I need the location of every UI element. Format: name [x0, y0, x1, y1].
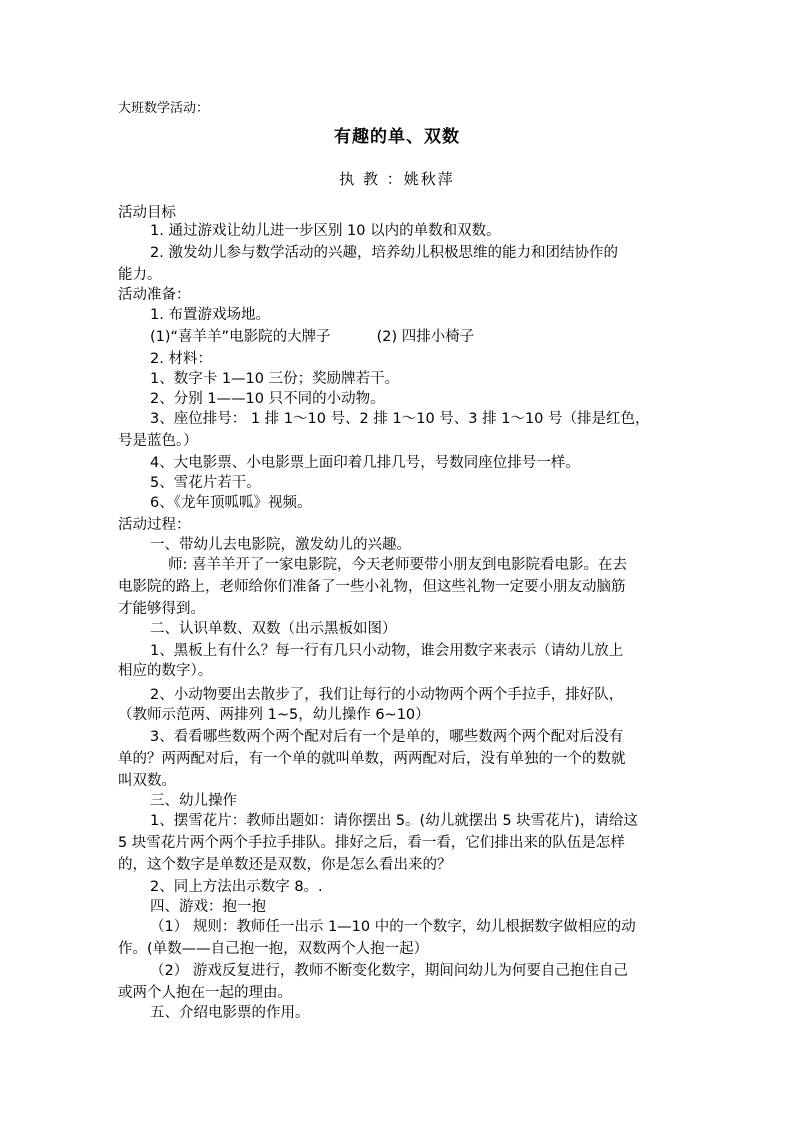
goals-heading: 活动目标	[118, 205, 176, 221]
prep-line-3: 2. 材料：	[150, 351, 212, 367]
process-line-16: 的，这个数字是单数还是双数，你是怎么看出来的？	[118, 857, 452, 873]
process-line-3: 电影院的路上，老师给你们准备了一些小礼物，但这些礼物一定要小朋友动脑筋	[118, 579, 626, 595]
goal-item-1: 1. 通过游戏让幼儿进一步区别 10 以内的单数和双数。	[150, 223, 501, 239]
prep-heading: 活动准备：	[118, 287, 191, 303]
subject-line: 大班数学活动：	[118, 101, 210, 116]
prep-line-4: 1、数字卡 1—10 三份；奖励牌若干。	[150, 371, 400, 387]
process-line-1: 一、带幼儿去电影院，激发幼儿的兴趣。	[150, 537, 411, 553]
process-line-5: 二、认识单数、双数（出示黑板如图）	[150, 621, 397, 637]
process-line-12: 叫双数。	[118, 773, 176, 789]
process-line-10: 3、看看哪些数两个两个配对后有一个是单的，哪些数两个两个配对后没有	[150, 729, 624, 745]
process-line-19: （1） 规则：教师任一出示 1—10 中的一个数字，幼儿根据数字做相应的动	[150, 919, 636, 935]
prep-line-6: 3、座位排号： 1 排 1～10 号、2 排 1～10 号、3 排 1～10 号（排是红色，	[150, 411, 650, 427]
process-line-9: （教师示范两、两排列 1~5，幼儿操作 6~10）	[118, 707, 430, 723]
goal-item-2-cont: 能力。	[118, 267, 162, 283]
prep-line-1: 1. 布置游戏场地。	[150, 307, 270, 323]
prep-line-6-cont: 号是蓝色。）	[118, 433, 198, 449]
process-line-18: 四、游戏：抱一抱	[150, 899, 266, 915]
process-line-22: 或两个人抱在一起的理由。	[118, 985, 292, 1001]
goal-item-2: 2. 激发幼儿参与数学活动的兴趣，培养幼儿积极思维的能力和团结协作的	[150, 245, 618, 261]
process-line-17: 2、同上方法出示数字 8。.	[150, 879, 323, 895]
process-line-2: 师: 喜羊羊开了一家电影院，今天老师要带小朋友到电影院看电影。在去	[168, 557, 627, 573]
author-line: 执 教 ：姚秋萍	[339, 170, 455, 188]
process-line-21: （2） 游戏反复进行，教师不断变化数字，期间问幼儿为何要自己抱住自己	[150, 963, 628, 979]
process-line-23: 五、介绍电影票的作用。	[150, 1005, 310, 1021]
process-line-13: 三、幼儿操作	[150, 793, 237, 809]
prep-line-8: 5、雪花片若干。	[150, 475, 261, 491]
process-line-8: 2、小动物要出去散步了，我们让每行的小动物两个两个手拉手，排好队，	[150, 687, 624, 703]
process-line-20: 作。(单数——自己抱一抱，双数两个人抱一起）	[118, 941, 429, 957]
process-heading: 活动过程：	[118, 517, 191, 533]
process-line-14: 1、摆雪花片：教师出题如：请你摆出 5。(幼儿就摆出 5 块雪花片)，请给这	[150, 813, 638, 829]
process-line-7: 相应的数字）。	[118, 663, 213, 679]
page-title: 有趣的单、双数	[334, 127, 460, 147]
prep-line-2: (1)“喜羊羊”电影院的大牌子 (2) 四排小椅子	[150, 329, 475, 345]
process-line-11: 单的？两两配对后，有一个单的就叫单数，两两配对后，没有单独的一个的数就	[118, 751, 626, 767]
process-line-4: 才能够得到。	[118, 601, 205, 617]
process-line-15: 5 块雪花片两个两个手拉手排队。排好之后，看一看，它们排出来的队伍是怎样	[118, 835, 625, 851]
prep-line-9: 6、《龙年顶呱呱》视频。	[150, 495, 312, 511]
process-line-6: 1、黑板上有什么？每一行有几只小动物，谁会用数字来表示（请幼儿放上	[150, 643, 624, 659]
prep-line-5: 2、分别 1——10 只不同的小动物。	[150, 391, 385, 407]
prep-line-7: 4、大电影票、小电影票上面印着几排几号，号数同座位排号一样。	[150, 455, 580, 471]
